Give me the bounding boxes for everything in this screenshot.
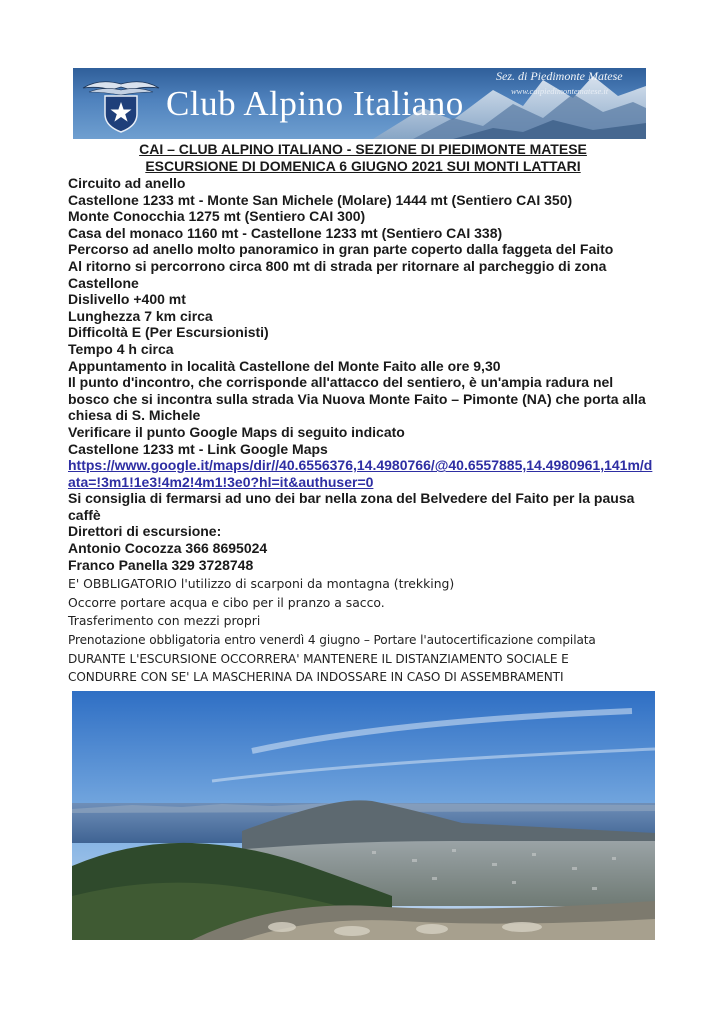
verify-map-note: Verificare il punto Google Maps di seguito indicato <box>68 423 405 440</box>
duration: Tempo 4 h circa <box>68 340 174 357</box>
meeting-point: Il punto d'incontro, che corrisponde all'attacco del sentiero, è un'ampia radura nel bosco che si incontra sulla strada Via Nuova Monte Faito – Pimonte (NA) che porta alla chiesa di S. Michele <box>68 374 646 424</box>
circuit-type: Circuito ad anello <box>68 175 186 191</box>
transport-note: Trasferimento con mezzi propri <box>68 613 261 629</box>
director-2: Franco Panella 329 3728748 <box>68 556 254 573</box>
food-note: Occorre portare acqua e cibo per il pranzo a sacco. <box>68 594 385 610</box>
banner-brand: Club Alpino Italiano <box>166 84 464 123</box>
directors-label: Direttori di escursione: <box>68 523 222 540</box>
vesuvius-panorama-image <box>72 691 655 940</box>
director-1: Antonio Cocozza 366 8695024 <box>68 540 268 557</box>
meeting-time: Appuntamento in località Castellone del Monte Faito alle ore 9,30 <box>68 357 501 374</box>
panorama-photo <box>72 691 655 940</box>
header-line-1: CAI – CLUB ALPINO ITALIANO - SEZIONE DI PIEDIMONTE MATESE <box>139 141 587 157</box>
mask-note: CONDURRE CON SE' LA MASCHERINA DA INDOSSARE IN CASO DI ASSEMBRAMENTI <box>68 670 564 685</box>
banner-website: www.caipiedimontematese.it <box>511 86 609 96</box>
difficulty: Difficoltà E (Per Escursionisti) <box>68 324 269 341</box>
route-leg-2: Monte Conocchia 1275 mt (Sentiero CAI 300) <box>68 208 366 225</box>
route-leg-1: Castellone 1233 mt - Monte San Michele (Molare) 1444 mt (Sentiero CAI 350) <box>68 191 573 208</box>
elevation-gain: Dislivello +400 mt <box>68 291 186 308</box>
route-leg-3: Casa del monaco 1160 mt - Castellone 1233 mt (Sentiero CAI 338) <box>68 224 503 241</box>
map-link-label: Castellone 1233 mt - Link Google Maps <box>68 440 328 457</box>
description-1: Percorso ad anello molto panoramico in gran parte coperto dalla faggeta del Faito <box>68 241 614 258</box>
cai-eagle-star-logo-icon <box>79 74 163 134</box>
excursion-document <box>68 141 658 687</box>
header-line-2: ESCURSIONE DI DOMENICA 6 GIUGNO 2021 SUI MONTI LATTARI <box>145 158 581 174</box>
description-2: Al ritorno si percorrono circa 800 mt di strada per ritornare al parcheggio di zona Castellone <box>68 257 607 291</box>
boots-note: E' OBBLIGATORIO l'utilizzo di scarponi da montagna (trekking) <box>68 576 455 592</box>
google-maps-link[interactable]: https://www.google.it/maps/dir//40.6556376,14.4980766/@40.6557885,14.4980961,141m/data=!3m1!1e3!4m2!4m1!3e0?hl=it&authuser=0 <box>68 457 653 490</box>
route-length: Lunghezza 7 km circa <box>68 307 213 324</box>
booking-note: Prenotazione obbligatoria entro venerdì 4 giugno – Portare l'autocertificazione compilata <box>68 633 596 648</box>
distancing-note: DURANTE L'ESCURSIONE OCCORRERA' MANTENERE IL DISTANZIAMENTO SOCIALE E <box>68 651 569 666</box>
coffee-tip: Si consiglia di fermarsi ad uno dei bar nella zona del Belvedere del Faito per la pausa caffè <box>68 490 635 523</box>
cai-banner <box>73 68 646 139</box>
banner-section-name: Sez. di Piedimonte Matese <box>496 69 623 83</box>
